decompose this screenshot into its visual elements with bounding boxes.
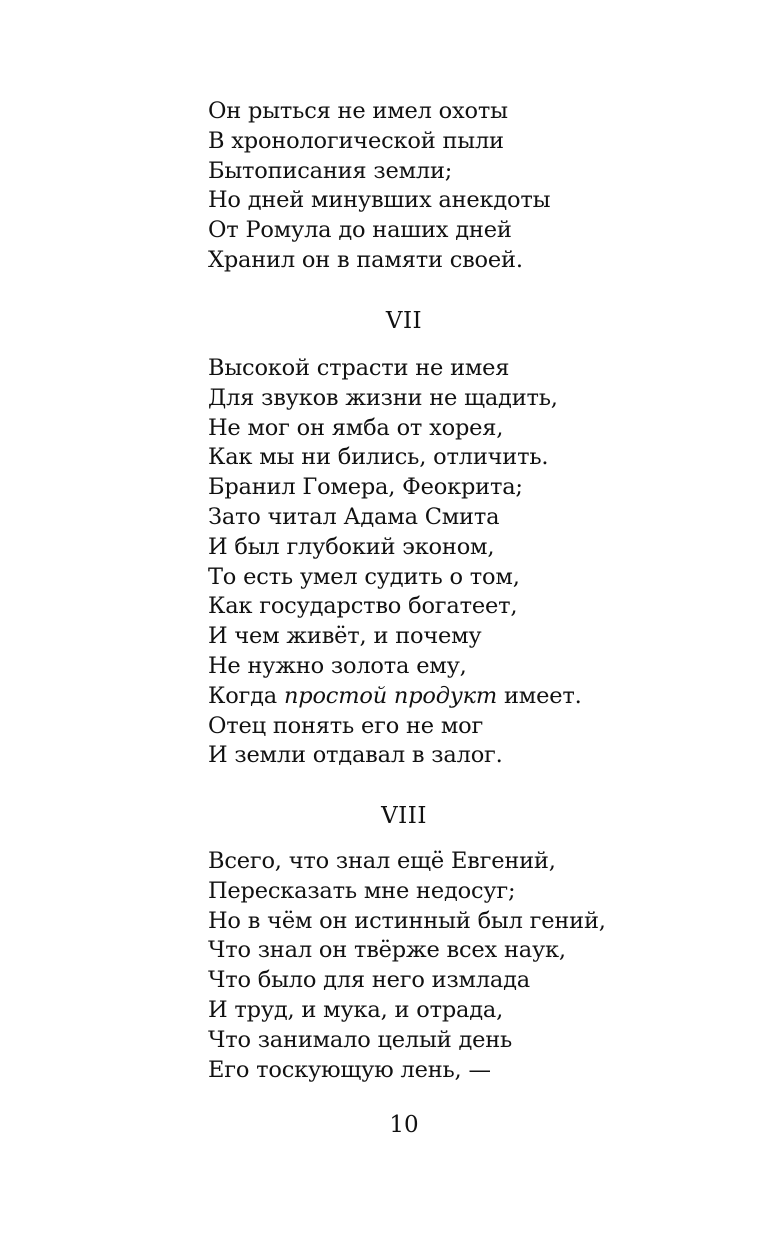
verse-line-with-italic [208, 682, 582, 712]
verse-line: Что знал он твёрже всех наук, [208, 937, 566, 964]
verse-line: От Ромула до наших дней [208, 217, 512, 244]
verse-line: Но дней минувших анекдоты [208, 187, 551, 214]
verse-fragment: Когда [208, 682, 284, 709]
verse-line: Но в чём он истинный был гений, [208, 907, 606, 934]
verse-line: Зато читал Адама Смита [208, 503, 500, 530]
stanza-vi-ending [208, 97, 550, 276]
verse-fragment: имеет. [497, 682, 582, 709]
italic-phrase: простой продукт [283, 682, 498, 709]
page-number: 10 [389, 1112, 419, 1138]
verse-line: И чем живёт, и почему [208, 623, 482, 650]
verse-line: Его тоскующую лень, — [208, 1056, 491, 1083]
verse-line: Хранил он в памяти своей. [208, 246, 523, 273]
stanza-viii [208, 847, 606, 1085]
verse-line: Бранил Гомера, Феокрита; [208, 474, 523, 501]
verse-line: И земли отдавал в залог. [208, 742, 503, 769]
verse-line: То есть умел судить о том, [208, 563, 520, 590]
verse-line: И труд, и мука, и отрада, [208, 996, 504, 1023]
stanza-heading-vii: VII [385, 308, 423, 334]
verse-line: Бытописания земли; [208, 157, 453, 184]
verse-line: Он рыться не имел охоты [208, 98, 508, 124]
verse-line: Для звуков жизни не щадить, [208, 384, 558, 411]
verse-line: В хронологической пыли [208, 127, 504, 154]
verse-line: Высокой страсти не имея [208, 355, 510, 381]
verse-line: Отец понять его не мог [208, 712, 484, 739]
verse-line: Что было для него измлада [208, 967, 531, 994]
verse-line: Пересказать мне недосуг; [208, 877, 516, 904]
verse-line: И был глубокий эконом, [208, 533, 495, 560]
verse-line: Не мог он ямба от хорея, [208, 414, 504, 441]
verse-line: Что занимало целый день [208, 1026, 513, 1053]
verse-line: Всего, что знал ещё Евгений, [208, 848, 556, 874]
verse-line: Не нужно золота ему, [208, 652, 467, 679]
stanza-vii [208, 354, 582, 771]
verse-line: Как мы ни бились, отличить. [208, 444, 549, 471]
stanza-heading-viii: VIII [381, 803, 427, 829]
verse-line: Как государство богатеет, [208, 593, 518, 620]
